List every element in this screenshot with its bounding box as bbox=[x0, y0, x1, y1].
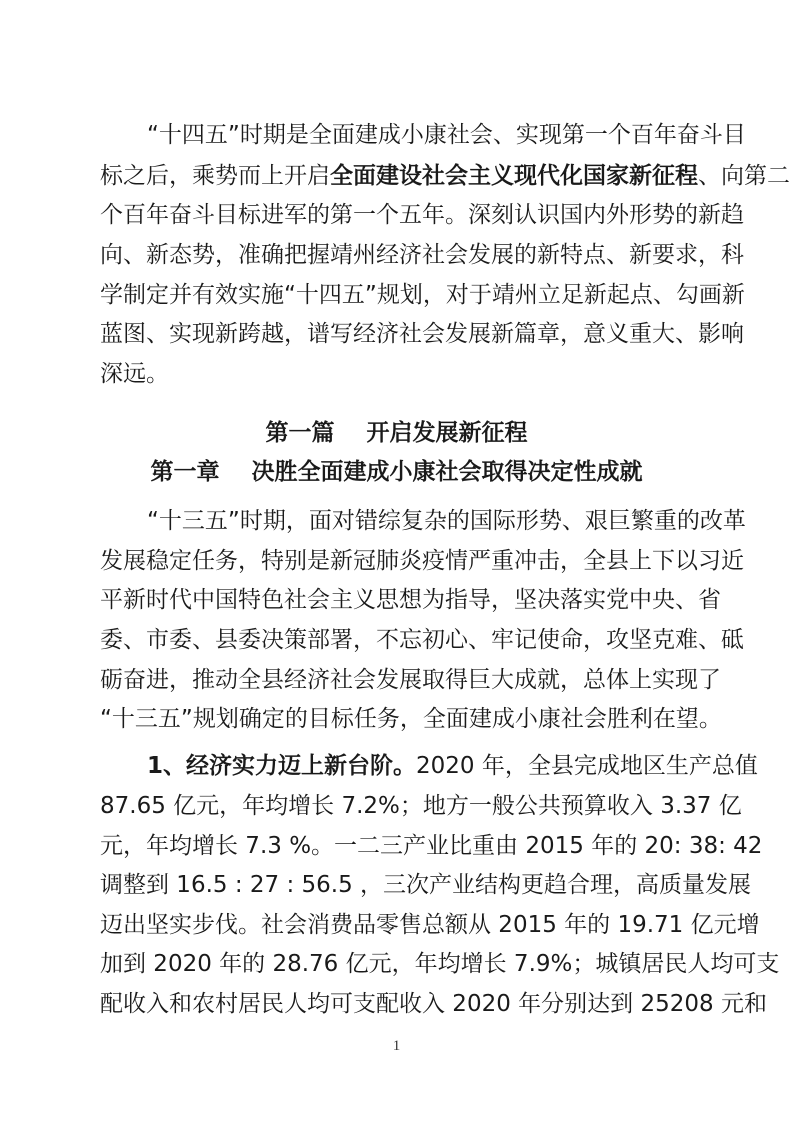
page-number: 1 bbox=[392, 1038, 401, 1054]
text: 平新时代中国特色社会主义思想为指导，坚决落实党中央、省 bbox=[100, 587, 721, 613]
para1-line-4 bbox=[100, 625, 744, 655]
intro-line-3 bbox=[100, 200, 744, 230]
para2-line-2 bbox=[100, 791, 742, 821]
text: 调整到 16.5 : 27 : 56.5 ，三次产业结构更趋合理，高质量发展 bbox=[100, 872, 752, 898]
text: 发展稳定任务，特别是新冠肺炎疫情严重冲击，全县上下以习近 bbox=[100, 548, 744, 574]
para1-line-5 bbox=[100, 665, 721, 695]
text: 2020 年，全县完成地区生产总值 bbox=[416, 753, 758, 779]
para1-line-3 bbox=[100, 585, 721, 615]
text: 标之后，乘势而上开启 bbox=[100, 163, 330, 189]
para2-line-6 bbox=[100, 949, 780, 979]
text: 配收入和农村居民人均可支配收入 2020 年分别达到 25208 元和 bbox=[100, 991, 767, 1017]
para2-line-7 bbox=[100, 989, 767, 1019]
bold-text: 全面建设社会主义现代化国家新征程 bbox=[330, 163, 698, 189]
para1-line-2 bbox=[100, 546, 744, 576]
text: “十四五”时期是全面建成小康社会、实现第一个百年奋斗目 bbox=[147, 122, 746, 148]
bold-lead: 1、经济实力迈上新台阶。 bbox=[147, 753, 417, 779]
text: 蓝图、实现新跨越，谱写经济社会发展新篇章，意义重大、影响 bbox=[100, 321, 744, 347]
para2-line-4 bbox=[100, 870, 752, 900]
chapter-title: 第一章 决胜全面建成小康社会取得决定性成就 bbox=[150, 459, 643, 485]
part-title: 第一篇 开启发展新征程 bbox=[265, 420, 528, 446]
text: “十三五”规划确定的目标任务，全面建成小康社会胜利在望。 bbox=[100, 706, 722, 732]
intro-line-7 bbox=[100, 359, 700, 389]
text: 迈出坚实步伐。社会消费品零售总额从 2015 年的 19.71 亿元增 bbox=[100, 912, 760, 938]
text: 、向第二 bbox=[698, 163, 790, 189]
text: 深远。 bbox=[100, 361, 169, 387]
intro-line-6 bbox=[100, 319, 744, 349]
text: 委、市委、县委决策部署，不忘初心、牢记使命，攻坚克难、砥 bbox=[100, 627, 744, 653]
text: 87.65 亿元，年均增长 7.2%；地方一般公共预算收入 3.37 亿 bbox=[100, 793, 742, 819]
para2-line-1 bbox=[147, 751, 758, 781]
text: 学制定并有效实施“十四五”规划，对于靖州立足新起点、勾画新 bbox=[100, 282, 745, 308]
text: 砺奋进，推动全县经济社会发展取得巨大成就，总体上实现了 bbox=[100, 667, 721, 693]
intro-line-1 bbox=[147, 120, 746, 150]
text: 元，年均增长 7.3 %。一二三产业比重由 2015 年的 20: 38: 42 bbox=[100, 833, 763, 859]
intro-line-5 bbox=[100, 280, 745, 310]
para1-line-6 bbox=[100, 704, 722, 734]
intro-line-4 bbox=[100, 240, 744, 270]
para2-line-3 bbox=[100, 831, 763, 861]
para2-line-5 bbox=[100, 910, 760, 940]
text: 个百年奋斗目标进军的第一个五年。深刻认识国内外形势的新趋 bbox=[100, 202, 744, 228]
intro-line-2 bbox=[100, 161, 790, 191]
text: 加到 2020 年的 28.76 亿元，年均增长 7.9%；城镇居民人均可支 bbox=[100, 951, 780, 977]
para1-line-1 bbox=[147, 506, 746, 536]
text: “十三五”时期，面对错综复杂的国际形势、艰巨繁重的改革 bbox=[147, 508, 746, 534]
text: 向、新态势，准确把握靖州经济社会发展的新特点、新要求，科 bbox=[100, 242, 744, 268]
